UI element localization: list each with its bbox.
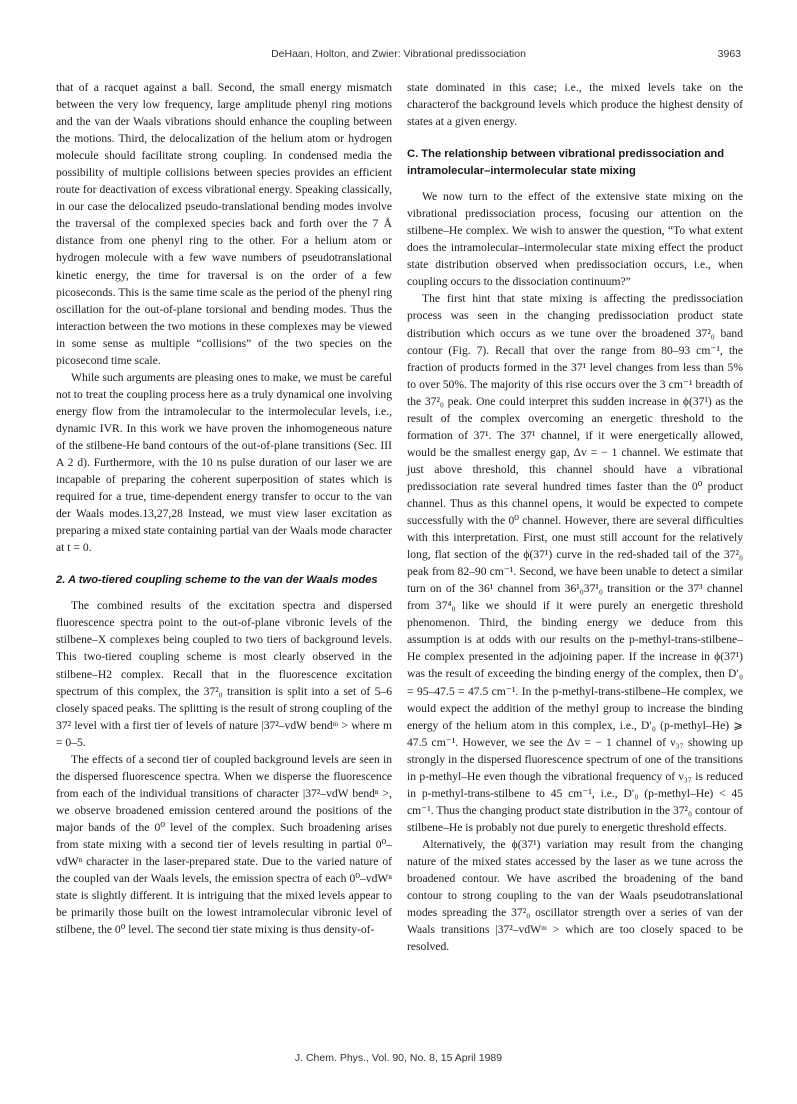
- right-column: [407, 79, 743, 955]
- journal-citation-footer: J. Chem. Phys., Vol. 90, No. 8, 15 April 1989: [294, 1052, 503, 1064]
- left-paragraph-3: The combined results of the excitation spectra and dispersed fluorescence spectra point to the out-of-plane vibronic levels of the stilbene–X complexes being coupled to two tiers of background levels. This two-tiered coupling scheme is most clearly observed in the stilbene–H2 complex. Recall that in the fluorescence excitation spectrum of this complex, the 37²₀ transition is split into a set of 5–6 closely spaced peaks. The splitting is the result of strong coupling of the 37² level with a first tier of levels of nature |37²–vdW bendᵐ > where m = 0–5.: [56, 599, 392, 749]
- right-paragraph-3: The first hint that state mixing is affecting the predissociation process was seen in the changing predissociation product state distribution which occurs as we tune over the broadened 37²₀ band contour (Fig. 7). Recall that over the range from 80–93 cm⁻¹, the fraction of products formed in the 37¹ level changes from less than 5% to over 50%. The majority of this rise occurs over the 3 cm⁻¹ breadth of the 37²₀ peak. One could interpret this sudden increase in ϕ(37¹) as the result of the complex overcoming an energetic threshold to the formation of 37¹. The 37¹ channel, if it were energetically allowed, would be the smallest energy gap, Δv = − 1 channel. We estimate that just above threshold, this channel should have a vibrational predissociation rate several hundred times faster than the 0⁰ product channel. Thus as this channel opens, it would be expected to compete successfully with the 0⁰ channel. However, there are several difficulties with this interpretation. First, one must still account for the relatively long, flat section of the ϕ(37¹) curve in the red-shaded tail of the 37²₀ peak from 82–90 cm⁻¹. Second, we have been unable to detect a similar turn on of the 36¹ channel from 36¹₀37¹₀ transition or the 37³ channel from 37⁴₀ like we should if it were purely an energetic threshold phenomenon. Third, the binding energy we deduce from this assumption is at odds with our results on the p-methyl-trans-stilbene–He complex presented in the adjoining paper. If the increase in ϕ(37¹) was the result of exceeding the binding energy of the complex, then D′₀ = 95–47.5 = 47.5 cm⁻¹. In the p-methyl-trans-stilbene–He complex, we would expect the addition of the methyl group to increase the binding energy of the helium atom in this complex, i.e., D′₀ (p-methyl–He) ⩾ 47.5 cm⁻¹. However, we see the Δv = − 1 channel of ν₃₇ showing up strongly in the dispersed fluorescence spectrum of one of the transitions in p-methyl–He even though the vibrational frequency of ν₃₇ is reduced in p-methyl-trans-stilbene to 45 cm⁻¹, i.e., D′₀ (p-methyl–He) < 45 cm⁻¹. Thus the changing product state distribution in the 37²₀ contour of stilbene–He is probably not due purely to energetic threshold effects.: [407, 292, 743, 834]
- page-number: 3963: [717, 48, 741, 60]
- running-title: DeHaan, Holton, and Zwier: Vibrational predissociation: [271, 48, 526, 60]
- left-paragraph-1: that of a racquet against a ball. Second, the small energy mismatch between the very low frequency, large amplitude phenyl ring motions and the van der Waals vibrations should enhance the coupling between the motions. Third, the delocalization of the helium atom or hydrogen molecule should facilitate strong coupling. In condensed media the possibility of multiple collisions between species provides an efficient route for deactivation of excess vibrational energy. Speaking classically, in our case the delocalized pseudo-translational bending modes involve the traversal of the complexed species back and forth over the 7 Å distance from one phenyl ring to the other. For a helium atom or hydrogen molecule with a few wave numbers of pseudotranslational kinetic energy, the time for traversal is on the order of a few picoseconds. This is the same time scale as the period of the phenyl ring oscillation for the out-of-plane torsional and bending modes. Thus the interaction between the two motions in these complexes may be viewed in some sense as multiple “collisions” of the two species on the picosecond time scale.: [56, 81, 392, 367]
- section-2-heading: 2. A two-tiered coupling scheme to the van der Waals modes: [56, 574, 378, 587]
- right-paragraph-2: We now turn to the effect of the extensive state mixing on the vibrational predissociation process, focusing our attention on the stilbene–He complex. We wish to answer the question, “To what extent does the intramolecular–intermolecular state mixing effect the product state distribution observed when predissociation occurs, i.e., when coupling occurs to the dissociation continuum?”: [407, 190, 743, 289]
- right-paragraph-1: state dominated in this case; i.e., the mixed levels take on the characterof the background levels which produce the highest density of states at a given energy.: [407, 81, 743, 129]
- right-paragraph-4: Alternatively, the ϕ(37¹) variation may result from the changing nature of the mixed states accessed by the laser as we tune across the broadened contour. We have ascribed the broadening of the band contour to strong coupling to the van der Waals pseudotranslational modes spreading the 37²₀ oscillator strength over a series of van der Waals transitions |37²–vdWᵐ > which are too closely spaced to be resolved.: [407, 837, 743, 954]
- section-c-heading: C. The relationship between vibrational predissociation and intramolecular–intermolecular state mixing: [407, 148, 725, 178]
- left-paragraph-2: While such arguments are pleasing ones to make, we must be careful not to treat the coupling process here as a truly dynamical one involving energy flow from the intramolecular to the intermolecular levels, i.e., dynamic IVR. In this work we have proven the inhomogeneous nature of the stilbene-He band contours of the out-of-plane transitions (Sec. III A 2 d). Furthermore, with the 10 ns pulse duration of our laser we are incapable of preparing the coherent superposition of states which is required for a true, time-dependent energy transfer to occur to the van der Waals modes.13,27,28 Instead, we must view laser excitation as preparing a mixed state containing partial van der Waals mode character at t = 0.: [56, 370, 392, 555]
- left-column: [56, 79, 392, 938]
- left-paragraph-4: The effects of a second tier of coupled background levels are seen in the dispersed fluorescence spectra. When we disperse the fluorescence from each of the individual transitions of character |37²–vdW bendⁿ >, we observe broadened emission centered around the positions of the major bands of the 0⁰ level of the complex. Such broadening arises from state mixing with a second tier of levels resulting in partial 0⁰–vdWⁿ character in the laser-prepared state. Due to the varied nature of the coupled van der Waals levels, the emission spectra of each 0⁰–vdWⁿ state is slightly different. It is intriguing that the mixed levels appear to be primarily those built on the lowest intramolecular vibronic level of stilbene, the 0⁰ level. The second tier state mixing is thus density-of-: [56, 752, 392, 937]
